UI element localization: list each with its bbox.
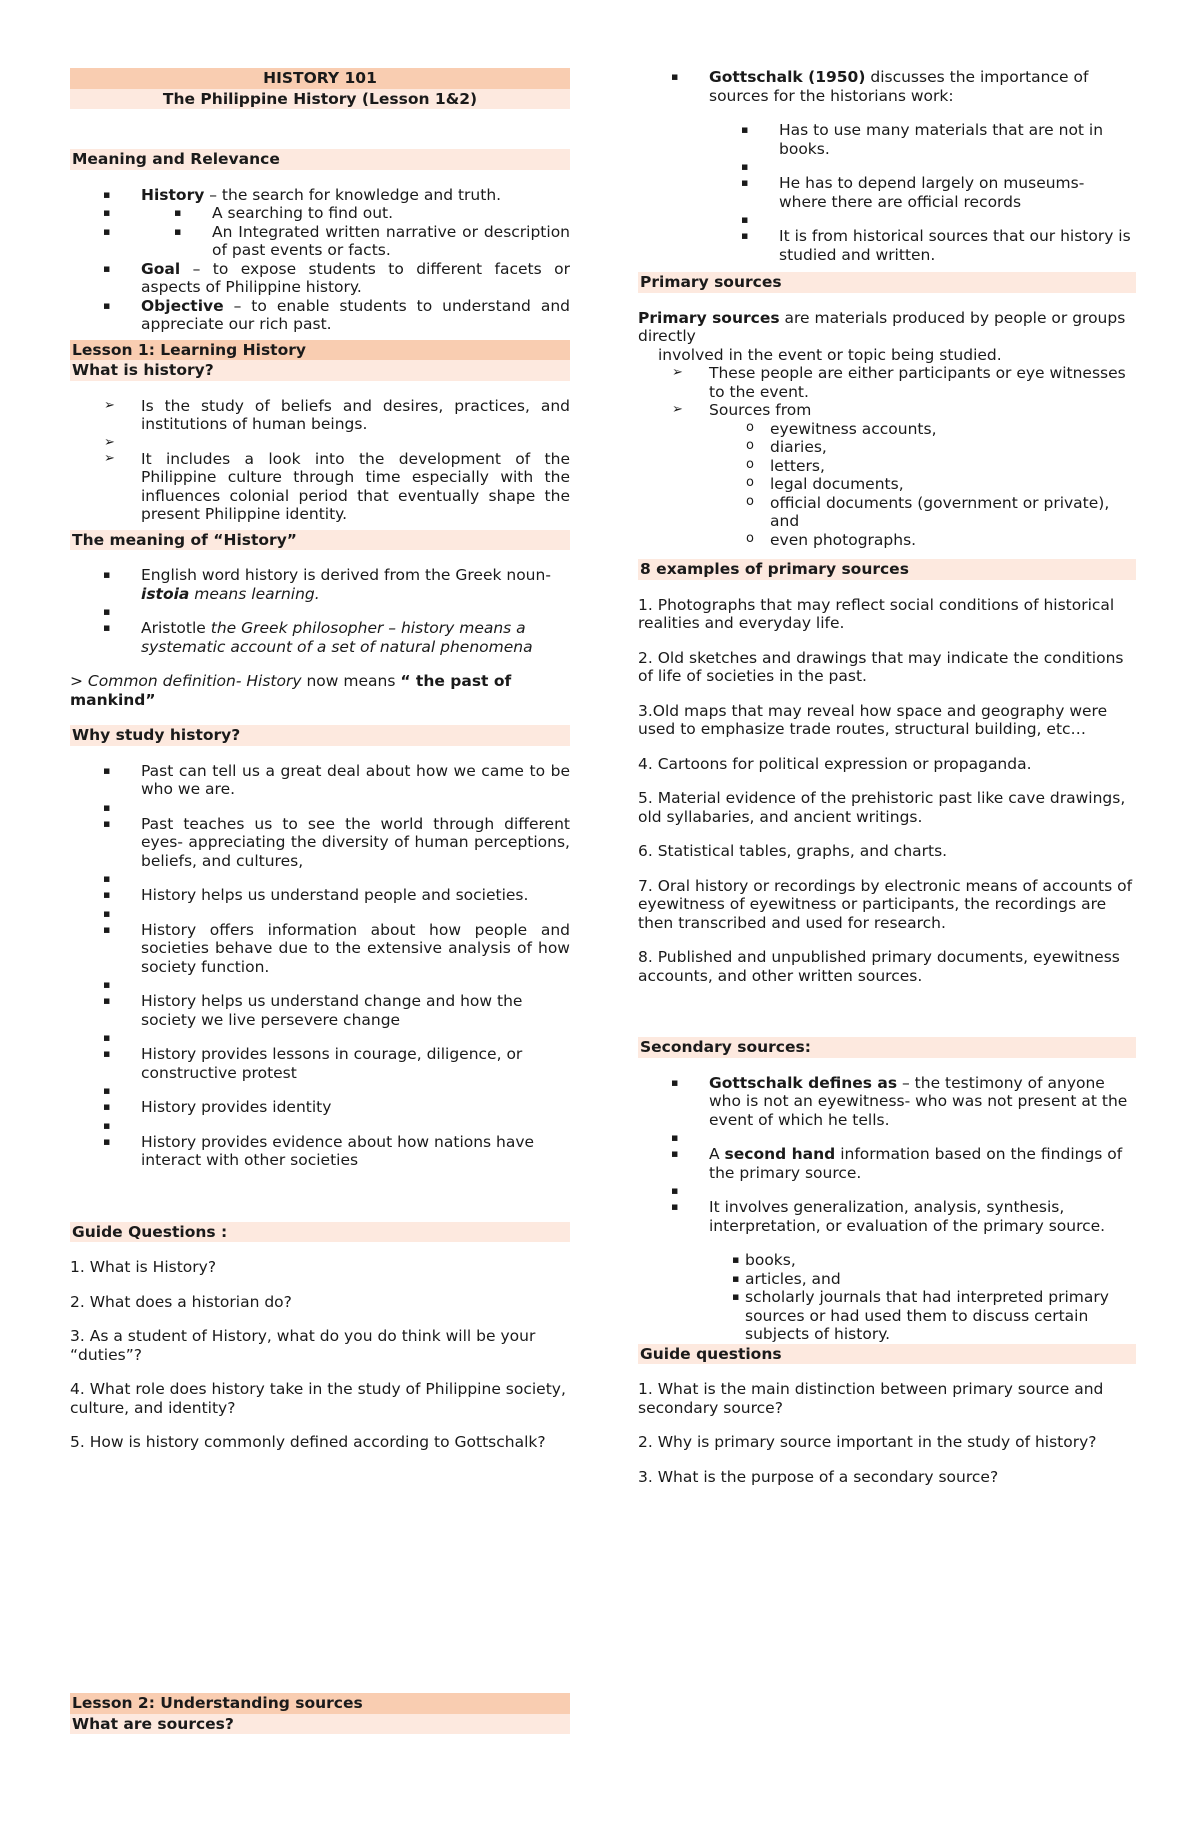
- example-item: 6. Statistical tables, graphs, and charts.: [638, 842, 948, 860]
- lesson1-header: Lesson 1: Learning History: [70, 340, 570, 361]
- lesson2-header: Lesson 2: Understanding sources: [70, 1693, 570, 1714]
- guide-header-right: Guide questions: [638, 1344, 1136, 1365]
- list-item: ▪ History provides evidence about how nations have interact with other societies: [70, 1133, 570, 1170]
- list-item: ▪ scholarly journals that had interpreted primary sources or had used them to discuss certain subjects of history.: [638, 1288, 1136, 1344]
- primary-definition-cont: involved in the event or topic being studied.: [658, 345, 1002, 364]
- list-item: ▪ History provides lessons in courage, diligence, or constructive protest: [70, 1045, 570, 1082]
- guide-item: 1. What is History?: [70, 1258, 217, 1276]
- meaning-history-header: The meaning of “History”: [70, 530, 570, 551]
- list-item: ▪ articles, and: [638, 1270, 1136, 1289]
- list-item: ▪ Gottschalk (1950) discusses the importance of sources for the historians work:: [638, 68, 1136, 105]
- guide-item: 2. Why is primary source important in the study of history?: [638, 1433, 1097, 1451]
- primary-definition: Primary sources are materials produced by people or groups directly: [638, 308, 1126, 345]
- what-are-sources-header: What are sources?: [70, 1714, 570, 1735]
- guide-item: 1. What is the main distinction between primary source and secondary source?: [638, 1380, 1104, 1417]
- example-item: 2. Old sketches and drawings that may indicate the conditions of life of societies in the past.: [638, 648, 1124, 685]
- list-item: ➢ These people are either participants or eye witnesses to the event.: [638, 364, 1136, 401]
- list-item: ▪ History – the search for knowledge and truth. ▪ ▪ A searching to find out. ▪ ▪ An Integrated written narrative or description of past events or facts.: [70, 186, 570, 260]
- list-item: ▪ History helps us understand change and how the society we live persevere change: [70, 992, 570, 1029]
- list-item: ▪ Past teaches us to see the world through different eyes- appreciating the diversity of human perceptions, beliefs, and cultures,: [70, 815, 570, 871]
- example-item: 4. Cartoons for political expression or propaganda.: [638, 754, 1032, 773]
- primary-sources-list: [638, 420, 1136, 550]
- what-is-history-header: What is history?: [70, 360, 570, 381]
- list-item: ➢ It includes a look into the development of the Philippine culture through time especially with the influences colonial period that eventually shape the present Philippine identity.: [70, 450, 570, 524]
- gottschalk-list: [638, 68, 1136, 105]
- list-item: ▪ History offers information about how people and societies behave due to the extensive analysis of how society function.: [70, 921, 570, 977]
- list-item: ▪ books,: [638, 1251, 1136, 1270]
- list-item: ➢ Sources from: [638, 401, 1136, 420]
- guide-item: 5. How is history commonly defined according to Gottschalk?: [70, 1433, 546, 1451]
- meaning-header: Meaning and Relevance: [70, 149, 570, 170]
- right-column: [638, 68, 1136, 1486]
- gottschalk-sub-list: [708, 121, 1136, 264]
- list-item: ▪ History helps us understand people and societies.: [70, 886, 570, 905]
- list-item: ▪ It is from historical sources that our history is studied and written.: [708, 227, 1136, 264]
- secondary-header: Secondary sources:: [638, 1037, 1136, 1058]
- example-item: 1. Photographs that may reflect social conditions of historical realities and everyday life.: [638, 595, 1115, 632]
- lesson2-block: [70, 1693, 570, 1734]
- list-item: o letters,: [638, 457, 1136, 476]
- guide-item: 3. As a student of History, what do you do think will be your “duties”?: [70, 1327, 536, 1364]
- guide-header-left: Guide Questions :: [70, 1222, 570, 1243]
- list-item: ▪ ▪ An Integrated written narrative or description of past events or facts.: [70, 223, 570, 260]
- why-list: [70, 762, 570, 1170]
- guide-item: 3. What is the purpose of a secondary source?: [638, 1467, 999, 1486]
- course-subtitle: The Philippine History (Lesson 1&2): [70, 89, 570, 110]
- common-definition: > Common definition- History now means “ the past of mankind”: [70, 672, 512, 709]
- list-item: ▪ Has to use many materials that are not in books.: [708, 121, 1136, 158]
- list-item: ▪ Gottschalk defines as – the testimony of anyone who is not an eyewitness- who was not present at the event of which he tells.: [638, 1074, 1136, 1130]
- list-item: ▪ Past can tell us a great deal about how we came to be who we are.: [70, 762, 570, 799]
- guide-item: 4. What role does history take in the study of Philippine society, culture, and identity?: [70, 1380, 566, 1417]
- list-item: o official documents (government or private), and: [638, 494, 1136, 531]
- list-item: ▪ Goal – to expose students to different facets or aspects of Philippine history.: [70, 260, 570, 297]
- meaning-list: [70, 186, 570, 334]
- guide-item: 2. What does a historian do?: [70, 1292, 292, 1311]
- course-title: HISTORY 101: [70, 68, 570, 89]
- list-item: o legal documents,: [638, 475, 1136, 494]
- primary-header: Primary sources: [638, 272, 1136, 293]
- list-item: ▪ English word history is derived from the Greek noun- istoia means learning.: [70, 566, 570, 603]
- why-header: Why study history?: [70, 725, 570, 746]
- example-item: 3.Old maps that may reveal how space and geography were used to emphasize trade routes, structural building, etc…: [638, 701, 1108, 738]
- list-item: ▪ It involves generalization, analysis, synthesis, interpretation, or evaluation of the primary source.: [638, 1198, 1136, 1235]
- list-item: ▪ A second hand information based on the findings of the primary source.: [638, 1145, 1136, 1182]
- list-item: ▪ ▪ A searching to find out.: [70, 204, 570, 223]
- example-item: 8. Published and unpublished primary documents, eyewitness accounts, and other written sources.: [638, 948, 1120, 985]
- list-item: o eyewitness accounts,: [638, 420, 1136, 439]
- examples-header: 8 examples of primary sources: [638, 559, 1136, 580]
- list-item: ▪ Aristotle the Greek philosopher – history means a systematic account of a set of natural phenomena: [70, 619, 570, 656]
- secondary-list: [638, 1074, 1136, 1236]
- meaning-history-list: [70, 566, 570, 656]
- example-item: 5. Material evidence of the prehistoric past like cave drawings, old syllabaries, and ancient writings.: [638, 789, 1126, 826]
- example-item: 7. Oral history or recordings by electronic means of accounts of eyewitness of eyewitness or participants, the recordings are then transcribed and used for research.: [638, 876, 1133, 932]
- what-list: [70, 397, 570, 524]
- list-item: ▪ He has to depend largely on museums- where there are official records: [708, 174, 1136, 211]
- list-item: o diaries,: [638, 438, 1136, 457]
- primary-arrow-list: [638, 364, 1136, 420]
- list-item: ▪ History provides identity: [70, 1098, 570, 1117]
- list-item: o even photographs.: [638, 531, 1136, 550]
- secondary-examples-list: [638, 1251, 1136, 1344]
- left-column: [70, 68, 570, 1452]
- list-item: ▪ Objective – to enable students to understand and appreciate our rich past.: [70, 297, 570, 334]
- list-item: ➢ Is the study of beliefs and desires, practices, and institutions of human beings.: [70, 397, 570, 434]
